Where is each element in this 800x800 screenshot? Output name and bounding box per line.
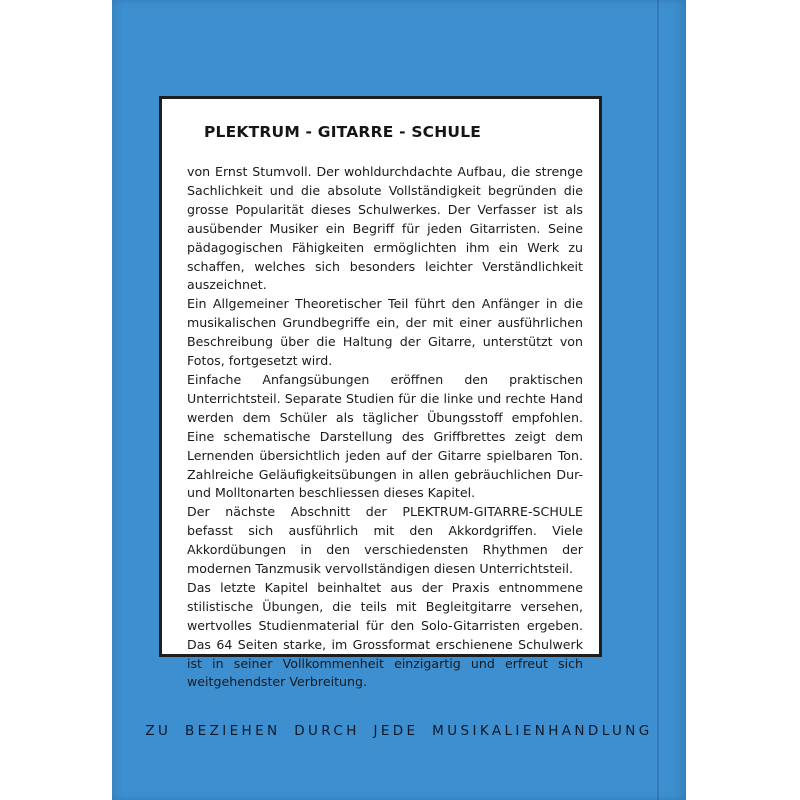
description-panel xyxy=(159,96,602,690)
book-title: PLEKTRUM - GITARRE - SCHULE xyxy=(204,123,482,141)
paragraph-theory: Ein Allgemeiner Theoretischer Teil führt den Anfänger in die musikalischen Grundbegriffe ein, der mit einer ausführlichen Beschreibung über die Haltung der Gitarre, unterstützt von Fotos, fortgesetzt wird. xyxy=(187,296,583,369)
paragraph-chords: Der nächste Abschnitt der PLEKTRUM-GITARRE-SCHULE befasst sich ausführlich mit den Akkordgriffen. Viele Akkordübungen in den verschiedensten Rhythmen der modernen Tanzmusik vervollständigen diesen Unterrichtsteil. xyxy=(187,504,583,577)
paragraph-final-chapter: Das letzte Kapitel beinhaltet aus der Praxis entnommene stilistische Übungen, die teils mit Begleitgitarre versehen, wertvolles Studienmaterial für den Solo-Gitarristen ergeben. Das 64 Seiten starke, im Grossformat erschienene Schulwerk ist in seiner Vollkommenheit einzigartig und erfreut sich weitgehendster Verbreitung. xyxy=(187,579,583,690)
description-text xyxy=(187,163,583,692)
footer-caption: ZU BEZIEHEN DURCH JEDE MUSIKALIENHANDLUNG xyxy=(145,723,653,739)
paragraph-intro: von Ernst Stumvoll. Der wohldurchdachte Aufbau, die strenge Sachlichkeit und die absolute Vollständigkeit begründen die grosse Popularität dieses Schulwerkes. Der Verfasser ist als ausübender Musiker ein Begriff für jeden Gitarristen. Seine pädagogischen Fähigkeiten ermöglichten ihm ein Werk zu schaffen, welches sich besonders leichter Verständlichkeit auszeichnet. xyxy=(187,164,583,293)
paragraph-exercises: Einfache Anfangsübungen eröffnen den praktischen Unterrichtsteil. Separate Studien für die linke und rechte Hand werden dem Schüler als täglicher Übungsstoff empfohlen. Eine schematische Darstellung des Griffbrettes zeigt dem Lernenden übersichtlich jeden auf der Gitarre spielbaren Ton. Zahlreiche Geläufigkeitsübungen in allen gebräuchlichen Dur- und Molltonarten beschliessen dieses Kapitel. xyxy=(187,371,583,501)
cover-fold-line xyxy=(657,0,659,800)
